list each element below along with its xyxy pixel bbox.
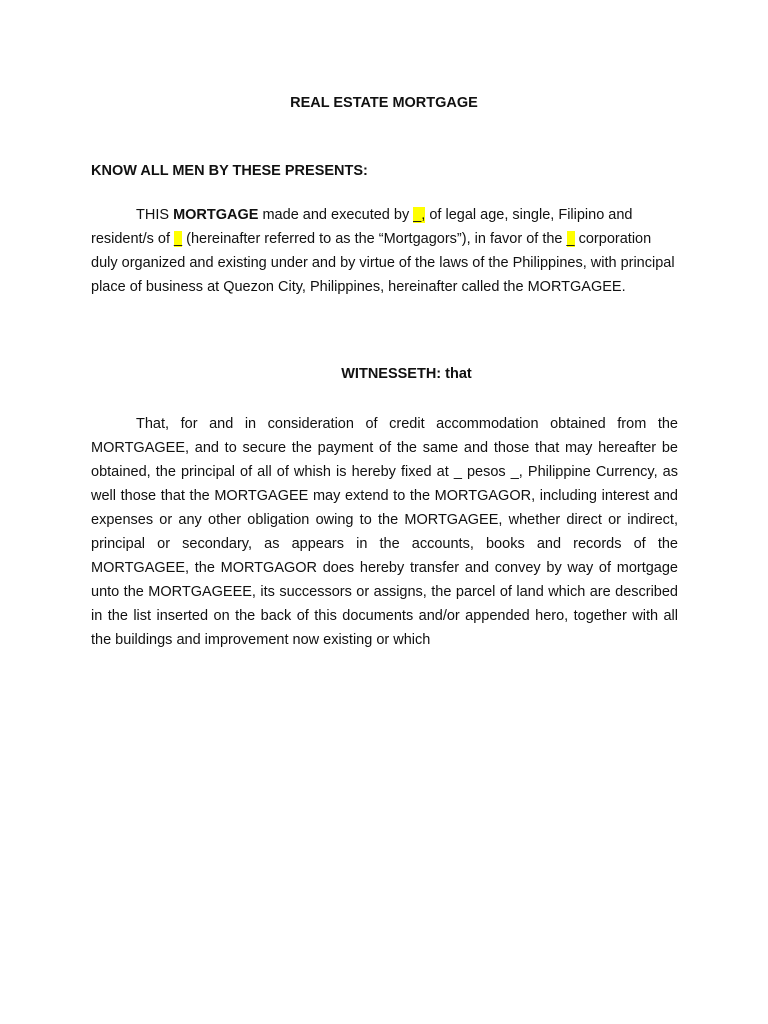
p1-after1-text: of legal age, single, Filipino and resident/s of [91,207,633,247]
p1-after3-text: corporation duly organized and existing under and by virtue of the laws of the Philippines, with principal place of business at Quezon City, Philippines, hereinafter called the MORTGAGEE. [91,231,675,295]
know-all-heading: KNOW ALL MEN BY THESE PRESENTS: [91,163,368,179]
mortgage-intro-paragraph [91,203,678,299]
witnesseth-heading: WITNESSETH: that [341,366,472,382]
blank-field-residence: _ [174,231,183,247]
p1-this-text: THIS [136,207,174,223]
blank-field-corporation: _ [566,231,575,247]
consideration-paragraph [91,412,678,652]
p2-text: That, for and in consideration of credit accommodation obtained from the MORTGAGEE, and to secure the payment of the same and those that may hereafter be obtained, the principal of all of whish is hereby fixed at _ pesos _, Philippine Currency, as well those that the MORTGAGEE may extend to the MORTGAGOR, including interest and expenses or any other obligation owing to the MORTGAGEE, whether direct or indirect, principal or secondary, as appears in the accounts, books and records of the MORTGAGEE, the MORTGAGOR does hereby transfer and convey by way of mortgage unto the MORTGAGEEE, its successors or assigns, the parcel of land which are described in the list inserted on the back of this documents and/or appended hero, together with all the buildings and improvement now existing or which [91,416,678,648]
p1-after2-text: (hereinafter referred to as the “Mortgagors”), in favor of the [182,231,567,247]
p1-made-text: made and executed by [258,207,414,223]
blank-field-mortgagor-name: _, [413,207,426,223]
document-title: REAL ESTATE MORTGAGE [290,95,478,111]
p1-mortgage-bold: MORTGAGE [173,207,259,223]
